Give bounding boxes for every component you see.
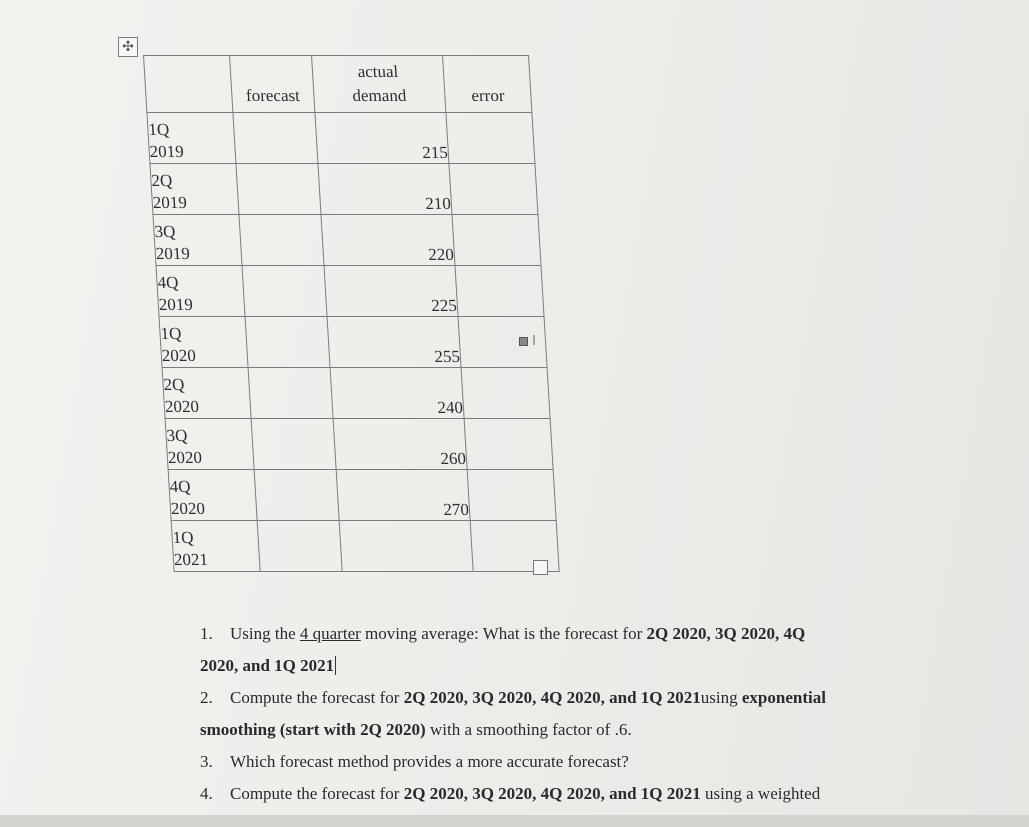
table-row: [150, 164, 538, 215]
period-quarter: 1Q: [172, 528, 195, 547]
cell-actual-demand[interactable]: 210: [318, 164, 452, 215]
period-year: 2019: [152, 193, 188, 212]
period-year: 2020: [164, 397, 200, 416]
cell-error[interactable]: [449, 164, 538, 215]
question-text: Which forecast method provides a more accurate forecast?: [230, 752, 629, 771]
header-period[interactable]: [144, 56, 233, 113]
header-error[interactable]: error: [442, 56, 531, 113]
cell-error[interactable]: [446, 113, 535, 164]
cell-error[interactable]: [467, 470, 556, 521]
cell-forecast[interactable]: [257, 521, 342, 572]
cell-forecast[interactable]: [245, 317, 330, 368]
cell-actual-demand[interactable]: 225: [324, 266, 458, 317]
period-year: 2020: [161, 346, 197, 365]
cell-forecast[interactable]: [251, 419, 336, 470]
period-year: 2020: [170, 499, 206, 518]
cell-error[interactable]: [455, 266, 544, 317]
period-quarter: 2Q: [150, 171, 173, 190]
question-2[interactable]: [200, 682, 970, 746]
cell-period[interactable]: [165, 419, 254, 470]
period-quarter: 3Q: [153, 222, 176, 241]
question-text: Compute the forecast for 2Q 2020, 3Q 2020, 4Q 2020, and 1Q 2021 using a weighted: [230, 784, 821, 803]
question-text: Using the 4 quarter moving average: What is the forecast for 2Q 2020, 3Q 2020, 4Q: [230, 624, 806, 643]
cell-error[interactable]: [452, 215, 541, 266]
question-text: Compute the forecast for 2Q 2020, 3Q 2020, 4Q 2020, and 1Q 2021using exponential: [230, 688, 826, 707]
cell-forecast[interactable]: [236, 164, 321, 215]
table-header-row: [144, 56, 532, 113]
cell-actual-demand[interactable]: 260: [333, 419, 467, 470]
period-year: 2020: [167, 448, 203, 467]
row-end-marker-icon: [519, 337, 528, 346]
cell-actual-demand[interactable]: 255: [327, 317, 461, 368]
period-quarter: 3Q: [166, 426, 188, 445]
table-row: [156, 266, 544, 317]
period-quarter: 4Q: [169, 477, 191, 496]
table-row: [171, 521, 559, 572]
cell-period[interactable]: [159, 317, 248, 368]
period-year: 2021: [173, 550, 209, 569]
table-row: [165, 419, 553, 470]
cell-error[interactable]: [461, 368, 550, 419]
table-row: [159, 317, 547, 368]
cell-period[interactable]: [153, 215, 242, 266]
period-year: 2019: [149, 142, 185, 161]
cell-forecast[interactable]: [239, 215, 324, 266]
table-row: [162, 368, 550, 419]
table-row: [168, 470, 556, 521]
table-body: [147, 113, 559, 572]
table-resize-handle-icon[interactable]: [533, 560, 548, 575]
header-actual-line1: actual: [357, 62, 399, 81]
cell-forecast[interactable]: [242, 266, 327, 317]
question-list: [200, 618, 970, 810]
table-row: [147, 113, 535, 164]
header-forecast[interactable]: forecast: [230, 56, 315, 113]
period-year: 2019: [155, 244, 191, 263]
table-row: [153, 215, 541, 266]
cell-forecast[interactable]: [233, 113, 318, 164]
header-actual-demand[interactable]: [311, 56, 445, 113]
cell-actual-demand[interactable]: 270: [336, 470, 470, 521]
cell-period[interactable]: [162, 368, 251, 419]
cell-period[interactable]: [150, 164, 239, 215]
period-quarter: 4Q: [156, 273, 179, 292]
table-cursor-marker: [519, 334, 553, 350]
cell-actual-demand[interactable]: 215: [315, 113, 449, 164]
period-quarter: 2Q: [163, 375, 185, 394]
cell-period[interactable]: [168, 470, 257, 521]
cell-period[interactable]: [171, 521, 260, 572]
question-number: 3.: [200, 752, 213, 771]
cell-actual-demand[interactable]: 240: [330, 368, 464, 419]
question-4[interactable]: [200, 778, 970, 810]
table-move-handle-icon[interactable]: ✣: [118, 37, 138, 57]
forecast-table: [143, 55, 560, 572]
question-text-cont: 2020, and 1Q 2021: [200, 656, 335, 675]
header-actual-line2: demand: [351, 86, 407, 105]
cell-forecast[interactable]: [248, 368, 333, 419]
period-quarter: 1Q: [147, 120, 170, 139]
period-year: 2019: [158, 295, 194, 314]
period-quarter: 1Q: [159, 324, 182, 343]
caret-icon: [335, 656, 336, 675]
cell-forecast[interactable]: [254, 470, 339, 521]
cell-period[interactable]: [156, 266, 245, 317]
question-number: 4.: [200, 784, 213, 803]
cell-error[interactable]: [464, 419, 553, 470]
cell-actual-demand[interactable]: [339, 521, 473, 572]
cell-period[interactable]: [147, 113, 236, 164]
page-bottom-edge: [0, 815, 1029, 827]
text-cursor-icon: I: [532, 334, 536, 349]
question-text-cont: smoothing (start with 2Q 2020) with a smoothing factor of .6.: [200, 720, 632, 739]
question-number: 1.: [200, 624, 213, 643]
question-3[interactable]: [200, 746, 970, 778]
question-1[interactable]: [200, 618, 970, 682]
cell-actual-demand[interactable]: 220: [321, 215, 455, 266]
question-number: 2.: [200, 688, 213, 707]
